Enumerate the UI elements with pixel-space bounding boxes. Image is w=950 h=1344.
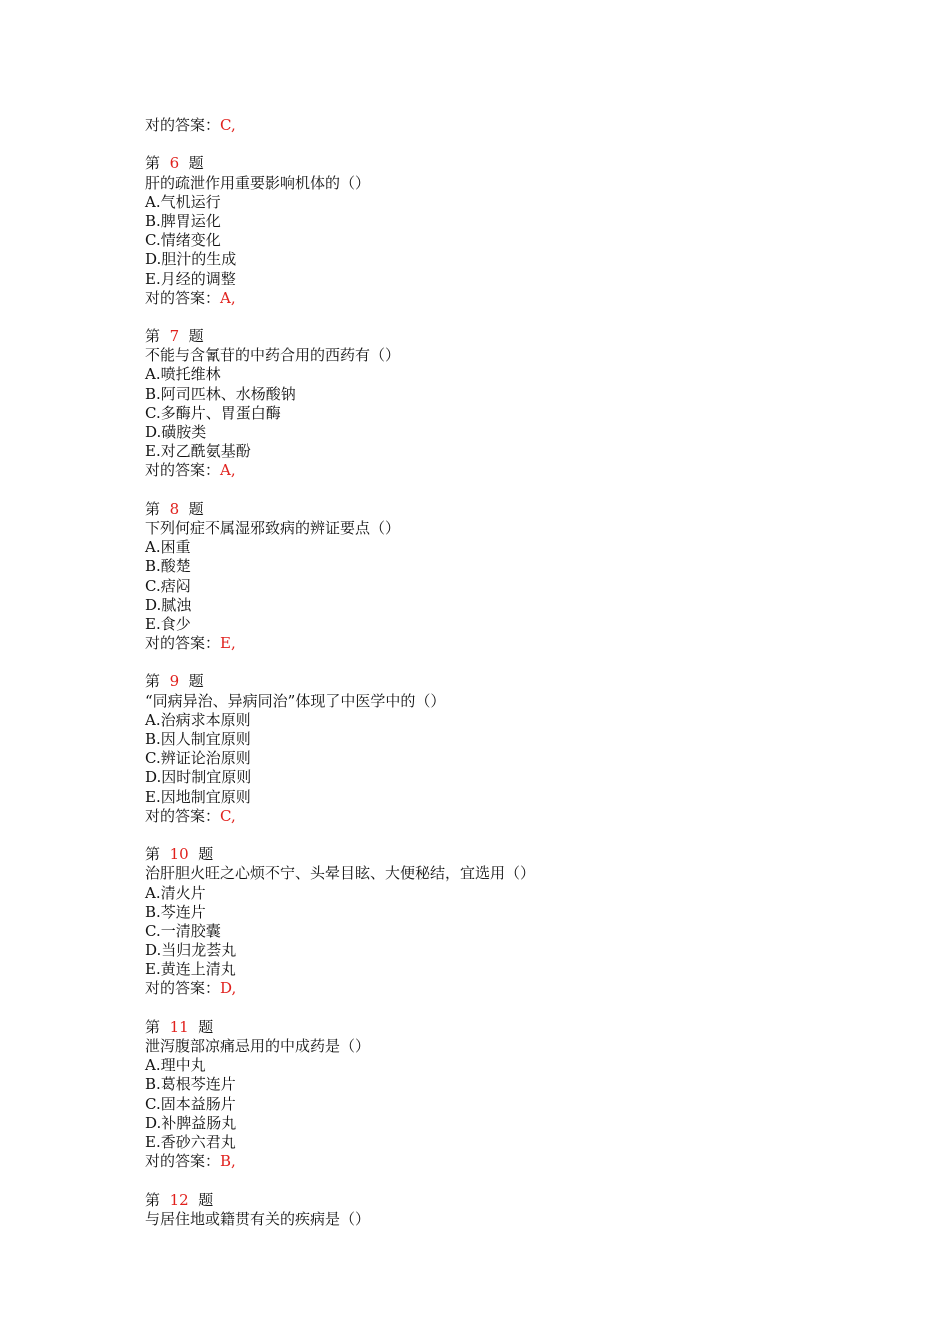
option-item: A.困重 (145, 538, 191, 557)
question-number: 9 (169, 672, 180, 691)
answer-line (145, 979, 845, 998)
question-prefix: 第 (145, 1017, 161, 1036)
question-suffix: 题 (188, 499, 204, 518)
question-prefix: 第 (145, 499, 161, 518)
spacer (145, 308, 845, 327)
question-number: 12 (169, 1190, 189, 1209)
option-item: C.固本益肠片 (145, 1094, 236, 1113)
question-header (145, 1018, 845, 1037)
option-item: C.多酶片、胃蛋白酶 (145, 403, 281, 422)
option-item: C.辨证论治原则 (145, 749, 251, 768)
spacer (145, 1171, 845, 1190)
answer-value: C, (220, 116, 236, 134)
spacer (145, 481, 845, 500)
question-header (145, 1191, 845, 1210)
question-prefix: 第 (145, 327, 161, 346)
question-text: 肝的疏泄作用重要影响机体的（） (145, 173, 371, 192)
option-item: D.腻浊 (145, 595, 192, 614)
question-header (145, 327, 845, 346)
option-item: B.葛根芩连片 (145, 1075, 236, 1094)
question-text: 与居住地或籍贯有关的疾病是（） (145, 1209, 371, 1228)
question-header (145, 500, 845, 519)
question-header (145, 154, 845, 173)
question-text: “同病异治、异病同治”体现了中医学中的（） (145, 691, 446, 710)
option-item: C.痞闷 (145, 576, 191, 595)
question-text: 不能与含氰苷的中药合用的西药有（） (145, 346, 401, 365)
question-text: 泄泻腹部凉痛忌用的中成药是（） (145, 1037, 371, 1055)
answer-label: 对的答案： (145, 634, 221, 653)
answer-value: C, (220, 806, 236, 825)
question-prefix: 第 (145, 672, 161, 691)
option-item: A.喷托维林 (145, 365, 221, 384)
question-number: 10 (169, 845, 189, 864)
answer-label: 对的答案： (145, 1152, 221, 1171)
answer-label: 对的答案： (145, 461, 221, 480)
answer-value: D, (220, 979, 237, 998)
answer-value: E, (220, 634, 236, 653)
option-item: D.因时制宜原则 (145, 768, 252, 787)
question-number: 11 (169, 1017, 189, 1036)
option-item: B.因人制宜原则 (145, 730, 251, 748)
answer-line (145, 634, 845, 653)
option-item: E.月经的调整 (145, 269, 236, 288)
question-suffix: 题 (198, 845, 214, 864)
answer-label: 对的答案： (145, 116, 221, 134)
question-header (145, 672, 845, 691)
spacer (145, 826, 845, 845)
question-number: 6 (169, 154, 180, 173)
option-item: E.因地制宜原则 (145, 787, 251, 806)
option-item: A.清火片 (145, 883, 206, 902)
answer-line (145, 1152, 845, 1171)
spacer (145, 653, 845, 672)
option-item: E.黄连上清丸 (145, 960, 236, 979)
option-item: E.香砂六君丸 (145, 1132, 236, 1151)
question-prefix: 第 (145, 1190, 161, 1209)
answer-line (145, 289, 845, 308)
answer-label: 对的答案： (145, 979, 221, 998)
option-item: C.一清胶囊 (145, 921, 221, 940)
option-item: E.对乙酰氨基酚 (145, 442, 251, 461)
answer-value: A, (220, 461, 236, 480)
question-text: 治肝胆火旺之心烦不宁、头晕目眩、大便秘结，宜选用（） (145, 864, 536, 883)
question-text: 下列何症不属湿邪致病的辨证要点（） (145, 518, 401, 537)
question-suffix: 题 (198, 1190, 214, 1209)
answer-label: 对的答案： (145, 288, 221, 307)
question-suffix: 题 (188, 154, 204, 173)
option-item: B.芩连片 (145, 902, 206, 921)
answer-value: A, (220, 288, 236, 307)
option-item: A.气机运行 (145, 192, 221, 211)
answer-value: B, (220, 1152, 236, 1171)
option-item: D.当归龙荟丸 (145, 941, 237, 960)
question-list (145, 116, 845, 1229)
question-suffix: 题 (198, 1017, 214, 1036)
option-item: A.理中丸 (145, 1056, 206, 1075)
question-number: 8 (169, 499, 180, 518)
spacer (145, 135, 845, 154)
answer-line (145, 807, 845, 826)
option-item: D.磺胺类 (145, 423, 207, 441)
option-item: B.阿司匹林、水杨酸钠 (145, 384, 296, 403)
answer-label: 对的答案： (145, 806, 221, 825)
option-item: C.情绪变化 (145, 231, 221, 250)
question-prefix: 第 (145, 845, 161, 864)
question-suffix: 题 (188, 327, 204, 346)
question-suffix: 题 (188, 672, 204, 691)
option-item: D.胆汁的生成 (145, 250, 237, 269)
option-item: E.食少 (145, 614, 191, 633)
option-item: A.治病求本原则 (145, 710, 251, 729)
question-header (145, 845, 845, 864)
spacer (145, 999, 845, 1018)
answer-line (145, 116, 845, 135)
option-item: B.脾胃运化 (145, 211, 221, 230)
option-item: B.酸楚 (145, 557, 191, 576)
question-number: 7 (169, 327, 180, 346)
option-item: D.补脾益肠丸 (145, 1113, 237, 1132)
question-prefix: 第 (145, 154, 161, 173)
answer-line (145, 461, 845, 480)
